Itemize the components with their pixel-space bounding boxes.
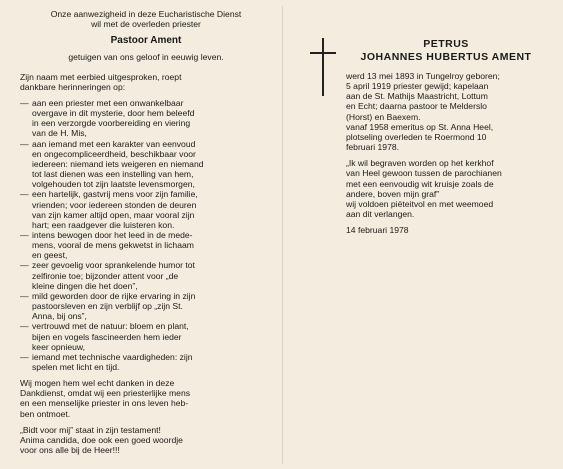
list-item-line: Anna, bij ons”, [32,311,87,322]
list-item [20,291,272,321]
fulfillment-paragraph [346,199,550,219]
list-item-line: mild geworden door de rijke ervaring in zijn [32,290,196,301]
list-item-line: en geest, [32,250,68,261]
dash-bullet: — [20,290,29,301]
biography-line: aan de St. Mathijs Maastricht, Lottum [346,91,488,102]
biography-line: (Horst) en Baexem. [346,111,421,122]
list-item-line: iedereen: niemand iets weigeren en niemand [32,158,204,169]
header-line-2: wil met de overleden priester [91,19,201,30]
dash-bullet: — [20,260,29,271]
dash-bullet: — [20,229,29,240]
closing-line: Dankdienst, omdat wij een priesterlijke mens [20,388,191,399]
burial-wish-line: van Heel gewoon tussen de parochianen [346,168,502,179]
biography-paragraph [346,71,550,122]
list-item [20,139,272,190]
memory-intro-2: dankbare herinneringen op: [20,81,126,92]
closing-paragraph [20,378,272,419]
list-item [20,230,272,260]
deceased-first-name: PETRUS [423,38,469,50]
list-item [20,352,272,372]
list-item-line: zeer gevoelig voor sprankelende humor tot [32,260,195,271]
list-item [20,189,272,230]
list-item-line: van de H. Mis, [32,128,87,139]
memory-list [20,98,272,372]
list-item [20,98,272,139]
biography-line: werd 13 mei 1893 in Tungelroy geboren; [346,71,500,81]
list-item-line: aan een priester met een onwankelbaar [32,97,184,108]
dash-bullet: — [20,321,29,332]
cross-icon [310,38,336,96]
header-line-1: Onze aanwezigheid in deze Eucharistische Dienst [50,9,242,19]
burial-wish-line: andere, boven mijn graf” [346,188,440,199]
list-item-line: een hartelijk, gastvrij mens voor zijn familie, [32,189,198,200]
date-line: 14 februari 1978 [346,225,409,236]
intro-line: getuigen van ons geloof in eeuwig leven. [68,52,224,63]
list-item-line: zelfironie toe; bijzonder attent voor „de [32,270,179,281]
deceased-full-name: JOHANNES HUBERTUS AMENT [360,51,532,63]
dash-bullet: — [20,189,29,200]
death-line: vanaf 1958 emeritus op St. Anna Heel, [346,121,494,132]
list-item-line: in een verzorgde voorbereiding en viering [32,118,191,129]
biography-line: en Echt; daarna pastoor te Melderslo [346,101,487,112]
list-item-line: overgave in dit mysterie, door hem beleefd [32,108,195,119]
fulfillment-line: aan dit verlangen. [346,209,415,220]
left-panel [20,9,272,455]
list-item-line: intens bewogen door het leed in de mede- [32,229,193,240]
closing-line: Wij mogen hem wel echt danken in deze [20,378,175,389]
right-panel-body [346,71,550,235]
fulfillment-line: wij voldoen piëteitvol en met weemoed [346,198,494,209]
list-item-line: kleine dingen die het doen”, [32,280,138,291]
dash-bullet: — [20,351,29,362]
list-item-line: keer opnieuw, [32,341,86,352]
list-item-line: en ongecompliceerdheid, beschikbaar voor [32,148,196,159]
death-paragraph [346,122,550,152]
list-item-line: vertrouwd met de natuur: bloem en plant, [32,321,189,332]
quote-line: „Bidt voor mij” staat in zijn testament! [20,424,161,435]
list-item-line: hart; een raadgever die luisteren kon. [32,219,175,230]
biography-line: 5 april 1919 priester gewijd; kapelaan [346,81,489,92]
list-item-line: spelen met licht en tijd. [32,362,120,372]
list-item [20,321,272,351]
memory-intro-1: Zijn naam met eerbied uitgesproken, roept [20,71,182,82]
list-item-line: pastoorsleven en zijn verblijf op „zijn St. [32,301,183,312]
quote-line: voor ons alle bij de Heer!!! [20,445,120,456]
closing-line: ben ontmoet. [20,408,71,419]
burial-wish-paragraph [346,158,550,199]
dash-bullet: — [20,138,29,149]
pastoor-name: Pastoor Ament [110,35,182,47]
list-item-line: iemand met technische vaardigheden: zijn [32,351,193,362]
list-item-line: vrienden; voor iedereen stonden de deuren [32,199,197,210]
death-line: plotseling overleden te Roermond 10 [346,131,487,142]
burial-wish-line: „Ik wil begraven worden op het kerkhof [346,158,494,169]
fold-line [282,6,283,464]
death-line: februari 1978. [346,142,400,153]
closing-line: en een menselijke priester in ons leven heb- [20,398,189,409]
burial-wish-line: met een eenvoudig wit kruisje zoals de [346,178,494,189]
testament-quote [20,425,272,455]
quote-line: Anima candida, doe ook een goed woordje [20,434,183,445]
list-item-line: volgehouden tot zijn laatste levensmorgen, [32,179,195,190]
list-item [20,260,272,290]
list-item-line: bijen en vogels fascineerden hem ieder [32,331,182,342]
list-item-line: aan iemand met een karakter van eenvoud [32,138,196,149]
list-item-line: van zijn kamer altijd open, maar vooral zijn [32,209,195,220]
dash-bullet: — [20,97,29,108]
list-item-line: mens, vooral de mens gekwetst in lichaam [32,240,194,251]
list-item-line: tot last dienen was een instelling van hem, [32,169,194,180]
